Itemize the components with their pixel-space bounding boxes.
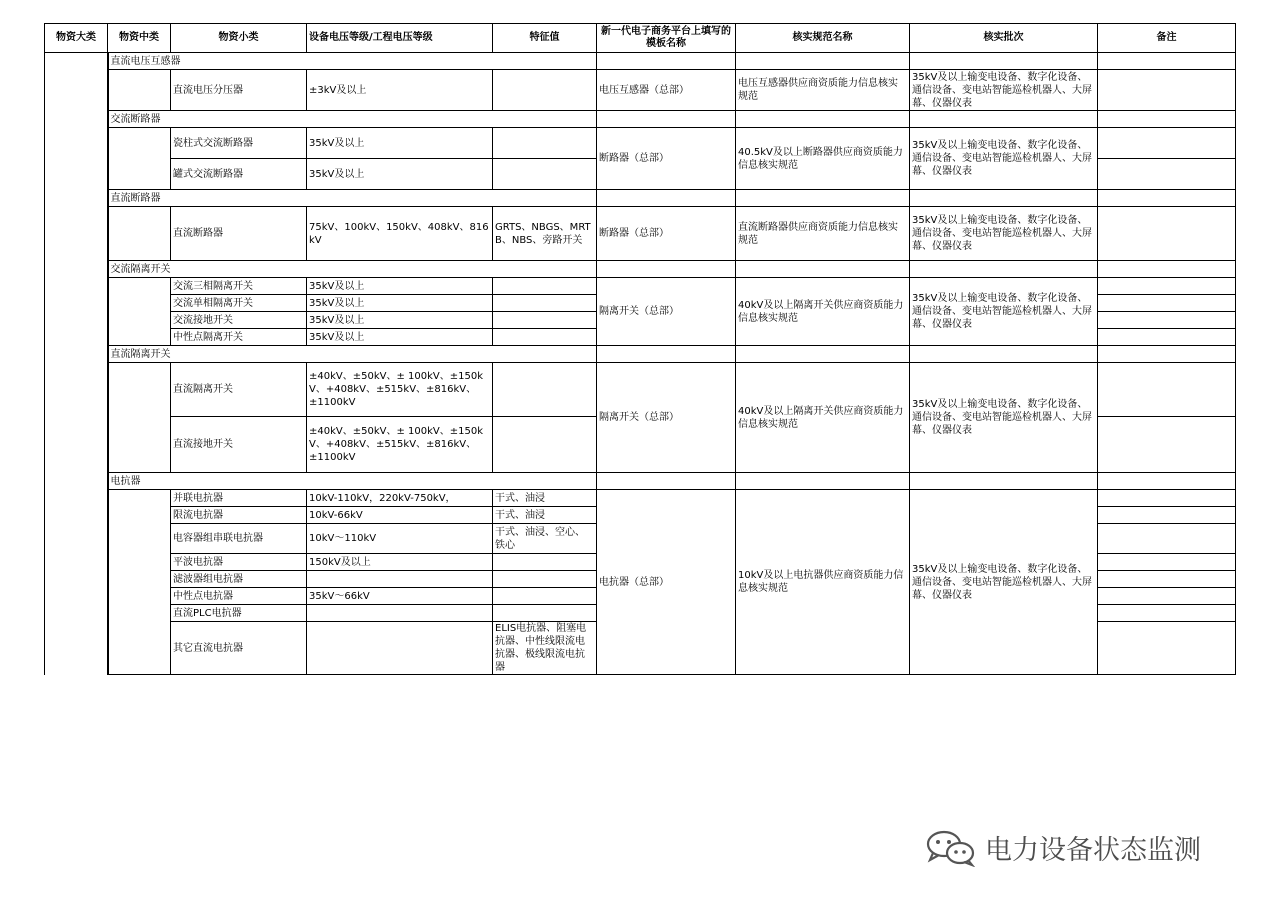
remark-cell xyxy=(1098,70,1236,111)
voltage-cell: ±3kV及以上 xyxy=(307,70,493,111)
batch-cell: 35kV及以上输变电设备、数字化设备、通信设备、变电站智能巡检机器人、大屏幕、仪器仪表 xyxy=(910,278,1098,346)
feature-cell xyxy=(493,128,597,159)
voltage-cell: 10kV～110kV xyxy=(307,524,493,554)
remark-cell xyxy=(1098,490,1236,507)
empty-cell xyxy=(597,53,736,70)
batch-cell: 35kV及以上输变电设备、数字化设备、通信设备、变电站智能巡检机器人、大屏幕、仪器仪表 xyxy=(910,128,1098,190)
feature-cell: 干式、油浸 xyxy=(493,490,597,507)
group-row xyxy=(45,261,1236,278)
item-name: 平波电抗器 xyxy=(171,554,307,571)
voltage-cell: 35kV及以上 xyxy=(307,329,493,346)
remark-cell xyxy=(1098,329,1236,346)
item-name: 中性点隔离开关 xyxy=(171,329,307,346)
template-cell: 隔离开关（总部） xyxy=(597,278,736,346)
remark-cell xyxy=(1098,554,1236,571)
header-cell: 物资小类 xyxy=(171,24,307,53)
group-row xyxy=(45,53,1236,70)
remark-cell xyxy=(1098,622,1236,675)
feature-cell xyxy=(493,417,597,473)
empty-cell xyxy=(910,111,1098,128)
empty-cell xyxy=(736,53,910,70)
spec-cell: 40kV及以上隔离开关供应商资质能力信息核实规范 xyxy=(736,363,910,473)
subcategory-cell xyxy=(108,70,171,111)
item-name: 中性点电抗器 xyxy=(171,588,307,605)
batch-cell: 35kV及以上输变电设备、数字化设备、通信设备、变电站智能巡检机器人、大屏幕、仪器仪表 xyxy=(910,207,1098,261)
spec-cell: 40.5kV及以上断路器供应商资质能力信息核实规范 xyxy=(736,128,910,190)
empty-cell xyxy=(910,53,1098,70)
empty-cell xyxy=(597,261,736,278)
item-name: 限流电抗器 xyxy=(171,507,307,524)
voltage-cell: 35kV～66kV xyxy=(307,588,493,605)
group-row xyxy=(45,111,1236,128)
remark-cell xyxy=(1098,524,1236,554)
item-name: 其它直流电抗器 xyxy=(171,622,307,675)
header-cell: 物资大类 xyxy=(45,24,108,53)
feature-cell xyxy=(493,329,597,346)
subcategory-cell xyxy=(108,363,171,473)
item-name: 直流隔离开关 xyxy=(171,363,307,417)
empty-cell xyxy=(597,346,736,363)
remark-cell xyxy=(1098,571,1236,588)
feature-cell xyxy=(493,554,597,571)
header-cell: 新一代电子商务平台上填写的模板名称 xyxy=(597,24,736,53)
empty-cell xyxy=(1098,190,1236,207)
item-name: 并联电抗器 xyxy=(171,490,307,507)
group-label: 交流隔离开关 xyxy=(108,261,597,278)
feature-cell: 干式、油浸、空心、铁心 xyxy=(493,524,597,554)
feature-cell xyxy=(493,70,597,111)
empty-cell xyxy=(736,261,910,278)
voltage-cell: 35kV及以上 xyxy=(307,159,493,190)
empty-cell xyxy=(1098,111,1236,128)
spec-cell: 直流断路器供应商资质能力信息核实规范 xyxy=(736,207,910,261)
spec-cell: 10kV及以上电抗器供应商资质能力信息核实规范 xyxy=(736,490,910,675)
remark-cell xyxy=(1098,207,1236,261)
empty-cell xyxy=(597,111,736,128)
empty-cell xyxy=(597,190,736,207)
batch-cell: 35kV及以上输变电设备、数字化设备、通信设备、变电站智能巡检机器人、大屏幕、仪器仪表 xyxy=(910,490,1098,675)
feature-cell xyxy=(493,278,597,295)
batch-cell: 35kV及以上输变电设备、数字化设备、通信设备、变电站智能巡检机器人、大屏幕、仪器仪表 xyxy=(910,363,1098,473)
empty-cell xyxy=(736,473,910,490)
empty-cell xyxy=(910,261,1098,278)
voltage-cell: 75kV、100kV、150kV、408kV、816kV xyxy=(307,207,493,261)
voltage-cell: ±40kV、±50kV、± 100kV、±150kV、+408kV、±515kV、±816kV、±1100kV xyxy=(307,363,493,417)
group-row xyxy=(45,346,1236,363)
remark-cell xyxy=(1098,588,1236,605)
spec-cell: 电压互感器供应商资质能力信息核实规范 xyxy=(736,70,910,111)
subcategory-cell xyxy=(108,278,171,346)
subcategory-cell xyxy=(108,490,171,675)
subcategory-cell xyxy=(108,207,171,261)
voltage-cell: 150kV及以上 xyxy=(307,554,493,571)
empty-cell xyxy=(910,346,1098,363)
voltage-cell: 35kV及以上 xyxy=(307,278,493,295)
item-name: 罐式交流断路器 xyxy=(171,159,307,190)
remark-cell xyxy=(1098,159,1236,190)
table-row xyxy=(45,490,1236,507)
table-row xyxy=(45,207,1236,261)
item-name: 直流接地开关 xyxy=(171,417,307,473)
item-name: 直流断路器 xyxy=(171,207,307,261)
empty-cell xyxy=(597,473,736,490)
header-cell: 物资中类 xyxy=(108,24,171,53)
voltage-cell: 10kV-66kV xyxy=(307,507,493,524)
table-row xyxy=(45,128,1236,159)
table-row xyxy=(45,278,1236,295)
item-name: 交流单相隔离开关 xyxy=(171,295,307,312)
voltage-cell: 35kV及以上 xyxy=(307,128,493,159)
template-cell: 断路器（总部） xyxy=(597,128,736,190)
header-cell: 设备电压等级/工程电压等级 xyxy=(307,24,493,53)
voltage-cell xyxy=(307,622,493,675)
group-label: 交流断路器 xyxy=(108,111,597,128)
group-label: 直流断路器 xyxy=(108,190,597,207)
table-row xyxy=(45,363,1236,417)
feature-cell xyxy=(493,312,597,329)
remark-cell xyxy=(1098,605,1236,622)
feature-cell xyxy=(493,159,597,190)
feature-cell: 干式、油浸 xyxy=(493,507,597,524)
remark-cell xyxy=(1098,312,1236,329)
wechat-icon xyxy=(925,829,977,867)
remark-cell xyxy=(1098,417,1236,473)
watermark-text: 电力设备状态监测 xyxy=(985,835,1201,866)
item-name: 交流接地开关 xyxy=(171,312,307,329)
empty-cell xyxy=(910,190,1098,207)
batch-cell: 35kV及以上输变电设备、数字化设备、通信设备、变电站智能巡检机器人、大屏幕、仪器仪表 xyxy=(910,70,1098,111)
voltage-cell xyxy=(307,605,493,622)
voltage-cell: ±40kV、±50kV、± 100kV、±150kV、+408kV、±515kV、±816kV、±1100kV xyxy=(307,417,493,473)
empty-cell xyxy=(1098,473,1236,490)
watermark xyxy=(925,828,1201,867)
feature-cell: ELIS电抗器、阻塞电抗器、中性线限流电抗器、极线限流电抗器 xyxy=(493,622,597,675)
category-cell xyxy=(45,53,108,675)
voltage-cell: 35kV及以上 xyxy=(307,295,493,312)
empty-cell xyxy=(1098,261,1236,278)
template-cell: 隔离开关（总部） xyxy=(597,363,736,473)
feature-cell xyxy=(493,571,597,588)
empty-cell xyxy=(1098,53,1236,70)
group-label: 直流隔离开关 xyxy=(108,346,597,363)
feature-cell xyxy=(493,605,597,622)
remark-cell xyxy=(1098,507,1236,524)
table-row xyxy=(45,70,1236,111)
voltage-cell xyxy=(307,571,493,588)
item-name: 电容器组串联电抗器 xyxy=(171,524,307,554)
feature-cell xyxy=(493,588,597,605)
template-cell: 电抗器（总部） xyxy=(597,490,736,675)
group-label: 直流电压互感器 xyxy=(108,53,597,70)
subcategory-cell xyxy=(108,128,171,190)
empty-cell xyxy=(1098,346,1236,363)
remark-cell xyxy=(1098,128,1236,159)
materials-table xyxy=(44,23,1236,675)
spec-cell: 40kV及以上隔离开关供应商资质能力信息核实规范 xyxy=(736,278,910,346)
empty-cell xyxy=(910,473,1098,490)
voltage-cell: 10kV-110kV，220kV-750kV， xyxy=(307,490,493,507)
remark-cell xyxy=(1098,295,1236,312)
group-label: 电抗器 xyxy=(108,473,597,490)
header-cell: 备注 xyxy=(1098,24,1236,53)
item-name: 直流PLC电抗器 xyxy=(171,605,307,622)
header-cell: 核实规范名称 xyxy=(736,24,910,53)
template-cell: 断路器（总部） xyxy=(597,207,736,261)
empty-cell xyxy=(736,346,910,363)
empty-cell xyxy=(736,190,910,207)
header-cell: 核实批次 xyxy=(910,24,1098,53)
empty-cell xyxy=(736,111,910,128)
remark-cell xyxy=(1098,363,1236,417)
item-name: 交流三相隔离开关 xyxy=(171,278,307,295)
group-row xyxy=(45,473,1236,490)
feature-cell: GRTS、NBGS、MRTB、NBS、旁路开关 xyxy=(493,207,597,261)
group-row xyxy=(45,190,1236,207)
voltage-cell: 35kV及以上 xyxy=(307,312,493,329)
template-cell: 电压互感器（总部） xyxy=(597,70,736,111)
feature-cell xyxy=(493,295,597,312)
feature-cell xyxy=(493,363,597,417)
item-name: 瓷柱式交流断路器 xyxy=(171,128,307,159)
header-row xyxy=(45,24,1236,53)
item-name: 直流电压分压器 xyxy=(171,70,307,111)
remark-cell xyxy=(1098,278,1236,295)
item-name: 滤波器组电抗器 xyxy=(171,571,307,588)
header-cell: 特征值 xyxy=(493,24,597,53)
